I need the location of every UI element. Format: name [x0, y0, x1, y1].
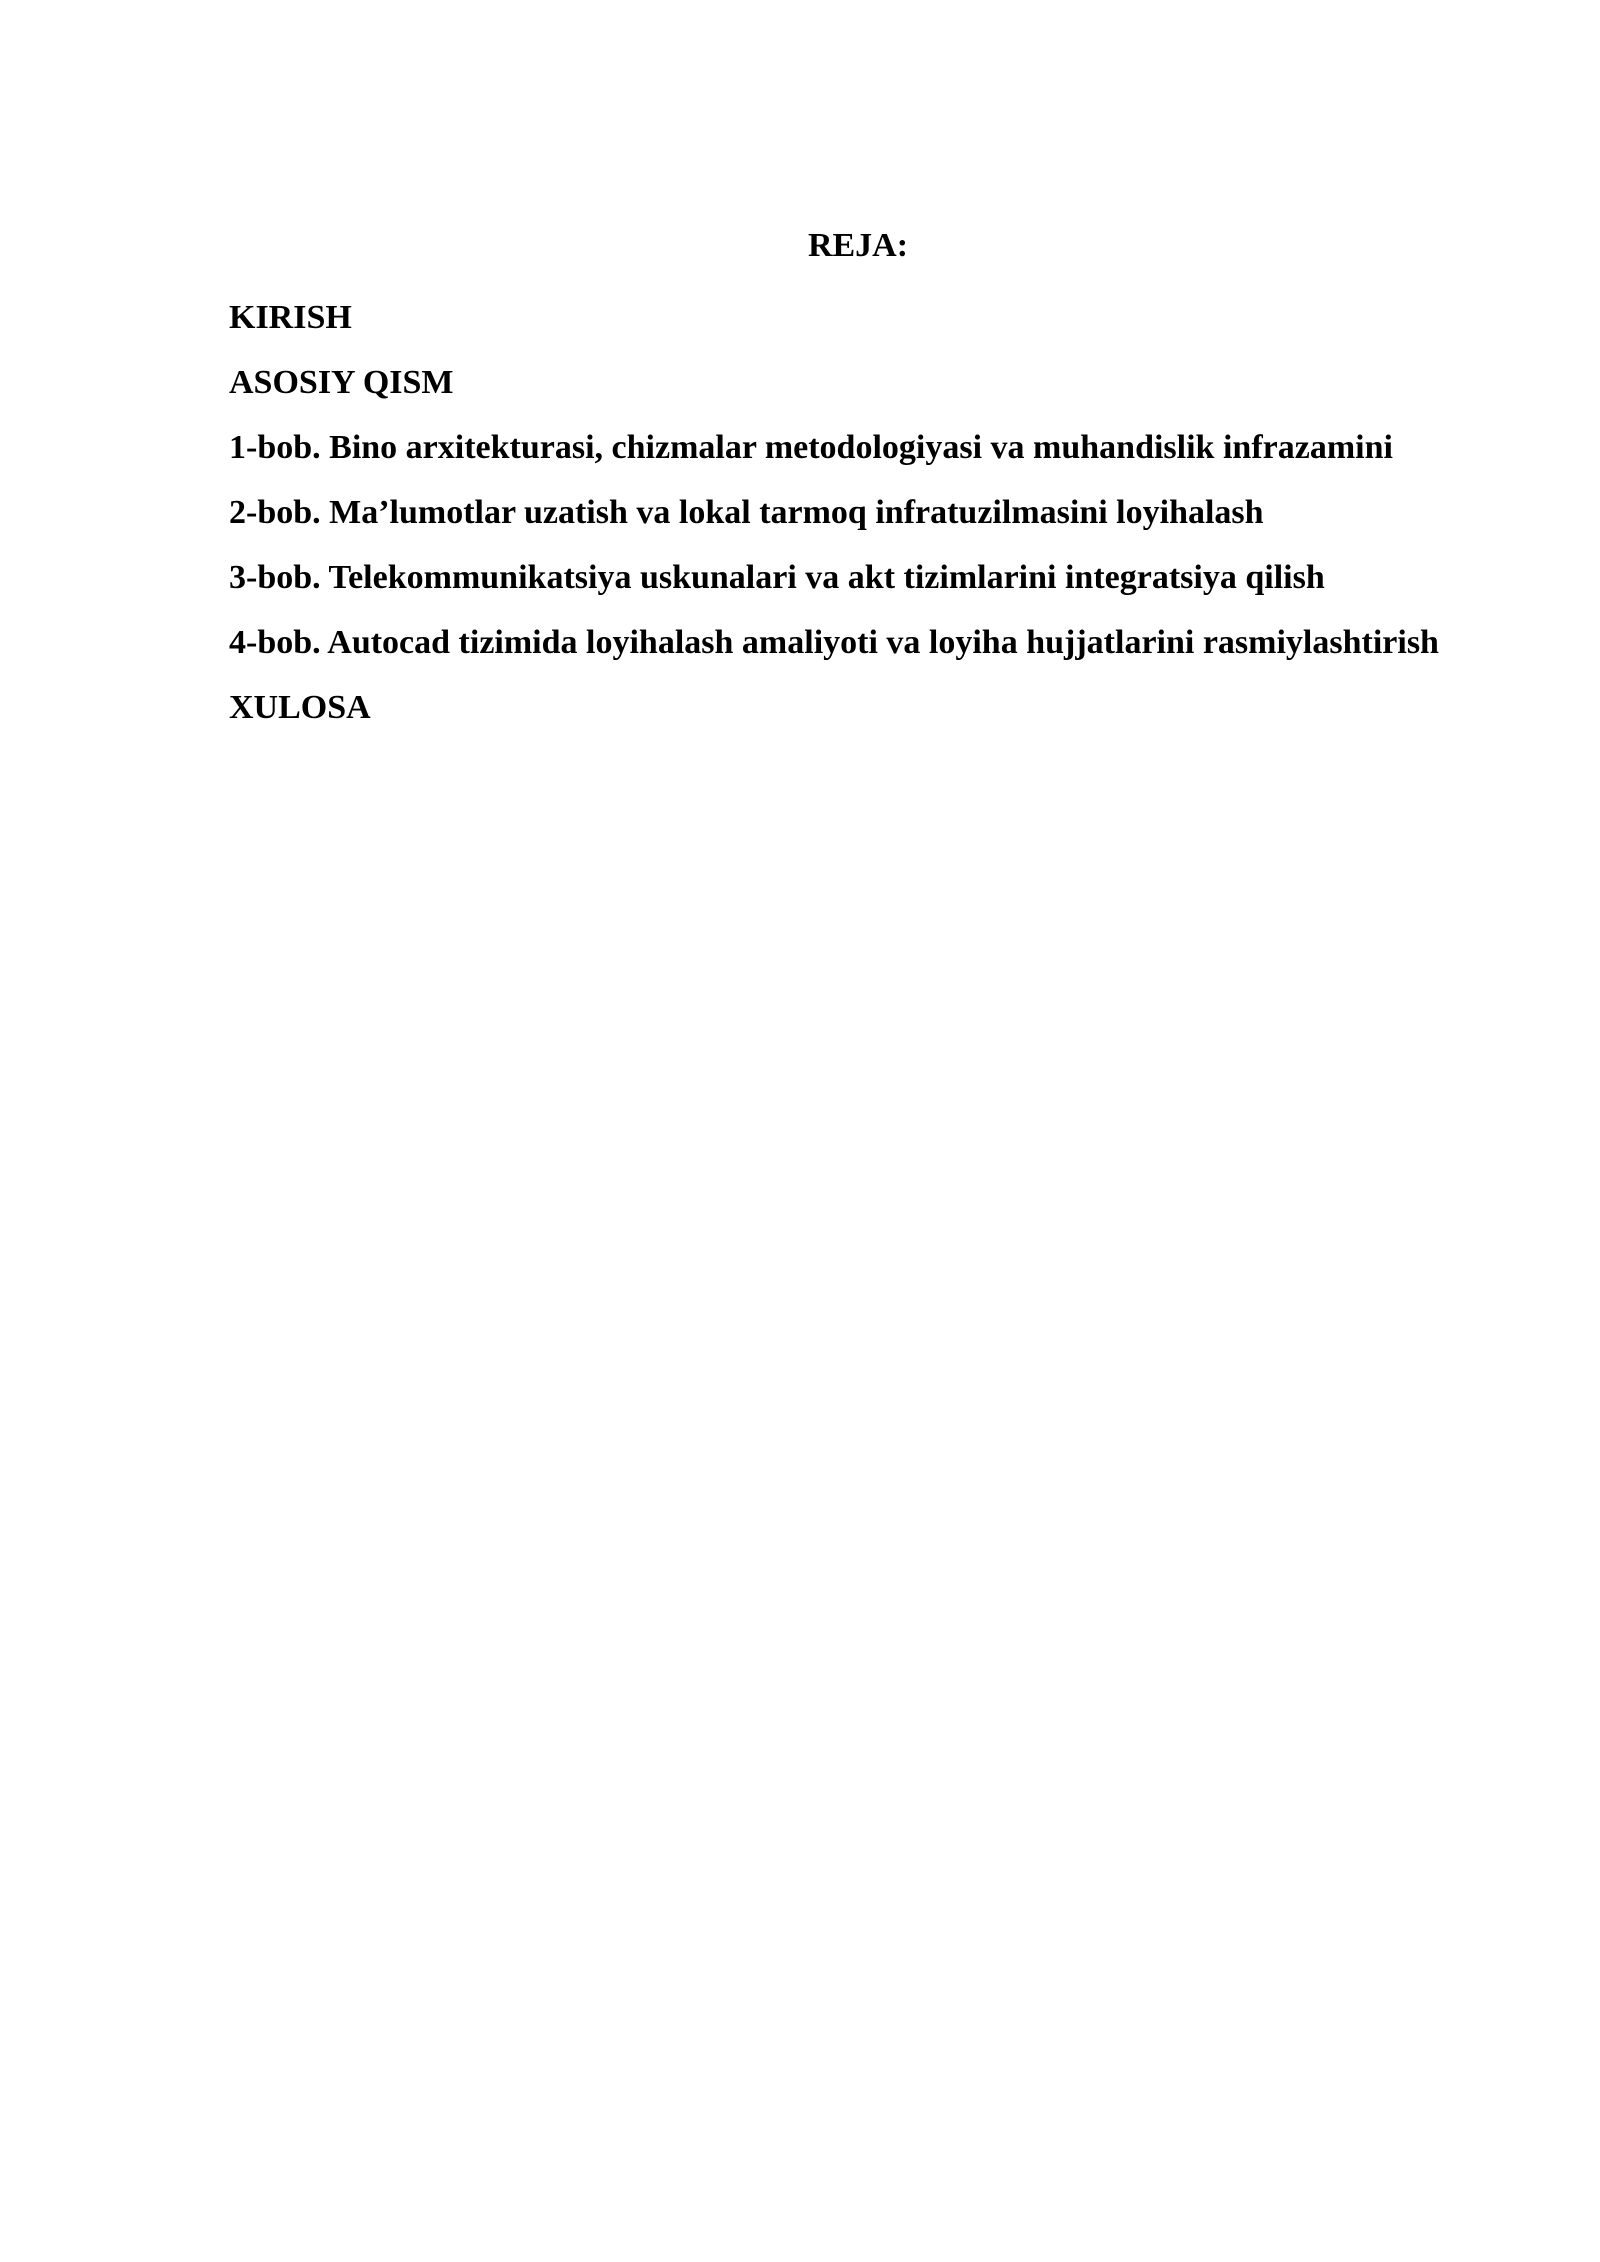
plan-item-introduction: KIRISH — [229, 299, 352, 336]
plan-item-chapter-1: 1-bob. Bino arxitekturasi, chizmalar metodologiyasi va muhandislik infrazamini — [229, 429, 1393, 466]
plan-item-conclusion: XULOSA — [229, 689, 371, 726]
plan-item-chapter-4: 4-bob. Autocad tizimida loyihalash amaliyoti va loyiha hujjatlarini rasmiylashtirish — [229, 624, 1439, 661]
plan-item-chapter-3: 3-bob. Telekommunikatsiya uskunalari va akt tizimlarini integratsiya qilish — [229, 559, 1325, 596]
plan-heading: REJA: — [807, 227, 909, 264]
plan-item-chapter-2: 2-bob. Ma’lumotlar uzatish va lokal tarmoq infratuzilmasini loyihalash — [229, 494, 1264, 531]
plan-item-main-part: ASOSIY QISM — [229, 364, 454, 401]
plan-list — [229, 285, 1487, 740]
document-content — [229, 219, 1487, 740]
